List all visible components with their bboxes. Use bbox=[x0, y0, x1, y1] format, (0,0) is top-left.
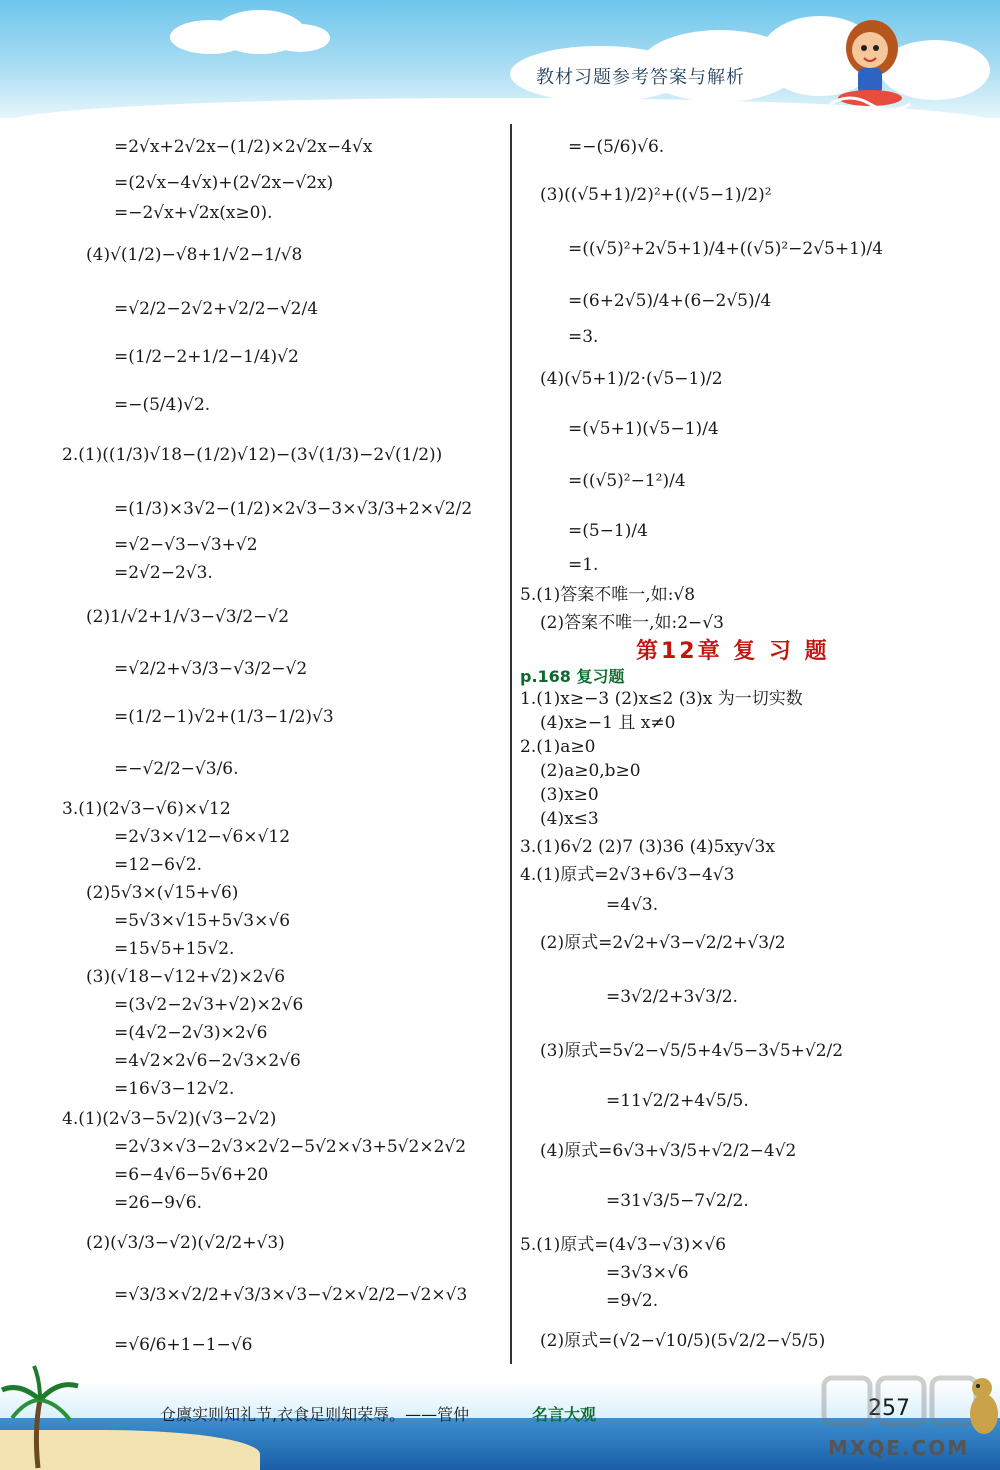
math-line: =√2−√3−√3+√2 bbox=[114, 535, 258, 555]
math-line: 4.(1)(2√3−5√2)(√3−2√2) bbox=[62, 1109, 277, 1129]
math-line: =26−9√6. bbox=[114, 1193, 202, 1213]
math-line: 5.(1)答案不唯一,如:√8 bbox=[520, 585, 696, 605]
math-line: (2)(√3/3−√2)(√2/2+√3) bbox=[86, 1233, 285, 1253]
math-line: =(2√x−4√x)+(2√2x−√2x) bbox=[114, 173, 334, 193]
math-line: =(4√2−2√3)×2√6 bbox=[114, 1023, 268, 1043]
math-line: =(√5+1)(√5−1)/4 bbox=[568, 419, 719, 439]
math-line: =5√3×√15+5√3×√6 bbox=[114, 911, 291, 931]
cloud-shape bbox=[270, 24, 330, 52]
math-line: (4)x≤3 bbox=[540, 809, 599, 829]
math-line: =(6+2√5)/4+(6−2√5)/4 bbox=[568, 291, 772, 311]
sea-lion-icon bbox=[960, 1368, 1000, 1438]
math-line: =−2√x+√2x(x≥0). bbox=[114, 203, 273, 223]
math-line: =4√2×2√6−2√3×2√6 bbox=[114, 1051, 301, 1071]
chapter-title: 第12章 复 习 题 bbox=[636, 639, 830, 664]
math-line: (3)(√18−√12+√2)×2√6 bbox=[86, 967, 286, 987]
math-line: =(1/2−2+1/2−1/4)√2 bbox=[114, 347, 299, 367]
math-line: =√6/6+1−1−√6 bbox=[114, 1335, 253, 1355]
math-line: =(1/3)×3√2−(1/2)×2√3−3×√3/3+2×√2/2 bbox=[114, 499, 473, 519]
math-line: =1. bbox=[568, 555, 599, 575]
math-line: (4)x≥−1 且 x≠0 bbox=[540, 713, 676, 733]
math-line: 3.(1)6√2 (2)7 (3)36 (4)5xy√3x bbox=[520, 837, 775, 857]
math-line: =2√2−2√3. bbox=[114, 563, 213, 583]
math-line: =((√5)²−1²)/4 bbox=[568, 471, 686, 491]
math-line: (2)a≥0,b≥0 bbox=[540, 761, 641, 781]
math-line: =−(5/4)√2. bbox=[114, 395, 211, 415]
math-line: =11√2/2+4√5/5. bbox=[606, 1091, 749, 1111]
math-line: 2.(1)((1/3)√18−(1/2)√12)−(3√(1/3)−2√(1/2)) bbox=[62, 445, 443, 465]
math-line: =3√3×√6 bbox=[606, 1263, 689, 1283]
math-line: (2)答案不唯一,如:2−√3 bbox=[540, 613, 724, 633]
footer-quote: 仓廪实则知礼节,衣食足则知荣辱。——管仲 bbox=[160, 1405, 470, 1424]
math-line: =31√3/5−7√2/2. bbox=[606, 1191, 749, 1211]
math-line: (2)1/√2+1/√3−√3/2−√2 bbox=[86, 607, 290, 627]
math-line: (2)原式=2√2+√3−√2/2+√3/2 bbox=[540, 933, 786, 953]
math-line: =2√x+2√2x−(1/2)×2√2x−4√x bbox=[114, 137, 373, 157]
footer-quote-tag: 名言大观 bbox=[532, 1405, 597, 1424]
math-line: (3)原式=5√2−√5/5+4√5−3√5+√2/2 bbox=[540, 1041, 844, 1061]
math-line: =√3/3×√2/2+√3/3×√3−√2×√2/2−√2×√3 bbox=[114, 1285, 468, 1305]
math-line: =√2/2−2√2+√2/2−√2/4 bbox=[114, 299, 319, 319]
surfer-girl-icon bbox=[820, 8, 920, 113]
math-line: =−(5/6)√6. bbox=[568, 137, 665, 157]
math-line: =(3√2−2√3+√2)×2√6 bbox=[114, 995, 304, 1015]
math-line: (3)((√5+1)/2)²+((√5−1)/2)² bbox=[540, 185, 772, 205]
math-line: =2√3×√3−2√3×2√2−5√2×√3+5√2×2√2 bbox=[114, 1137, 467, 1157]
math-line: =16√3−12√2. bbox=[114, 1079, 235, 1099]
review-subheading: p.168 复习题 bbox=[520, 667, 625, 686]
math-line: (2)原式=(√2−√10/5)(5√2/2−√5/5) bbox=[540, 1331, 826, 1351]
math-line: (2)5√3×(√15+√6) bbox=[86, 883, 239, 903]
watermark-text: MXQE.COM bbox=[828, 1436, 970, 1460]
math-line: =6−4√6−5√6+20 bbox=[114, 1165, 269, 1185]
math-line: 3.(1)(2√3−√6)×√12 bbox=[62, 799, 231, 819]
math-line: 4.(1)原式=2√3+6√3−4√3 bbox=[520, 865, 735, 885]
math-line: =√2/2+√3/3−√3/2−√2 bbox=[114, 659, 308, 679]
math-line: =(5−1)/4 bbox=[568, 521, 648, 541]
math-line: (4)(√5+1)/2·(√5−1)/2 bbox=[540, 369, 723, 389]
math-line: =3. bbox=[568, 327, 599, 347]
math-line: =4√3. bbox=[606, 895, 659, 915]
math-line: =2√3×√12−√6×√12 bbox=[114, 827, 291, 847]
math-line: (4)√(1/2)−√8+1/√2−1/√8 bbox=[86, 245, 303, 265]
math-line: =9√2. bbox=[606, 1291, 659, 1311]
math-line: 1.(1)x≥−3 (2)x≤2 (3)x 为一切实数 bbox=[520, 689, 803, 709]
math-line: (4)原式=6√3+√3/5+√2/2−4√2 bbox=[540, 1141, 797, 1161]
math-line: =12−6√2. bbox=[114, 855, 202, 875]
math-line: (3)x≥0 bbox=[540, 785, 599, 805]
math-line: 2.(1)a≥0 bbox=[520, 737, 596, 757]
page-header bbox=[0, 0, 1000, 118]
math-line: =((√5)²+2√5+1)/4+((√5)²−2√5+1)/4 bbox=[568, 239, 884, 259]
math-line: 5.(1)原式=(4√3−√3)×√6 bbox=[520, 1235, 727, 1255]
column-divider bbox=[510, 124, 512, 1364]
math-line: =3√2/2+3√3/2. bbox=[606, 987, 738, 1007]
math-line: =15√5+15√2. bbox=[114, 939, 235, 959]
palm-tree-icon bbox=[0, 1360, 80, 1470]
page-number: 257 bbox=[868, 1396, 910, 1421]
math-line: =−√2/2−√3/6. bbox=[114, 759, 239, 779]
header-title: 教材习题参考答案与解析 bbox=[536, 67, 745, 88]
math-line: =(1/2−1)√2+(1/3−1/2)√3 bbox=[114, 707, 334, 727]
